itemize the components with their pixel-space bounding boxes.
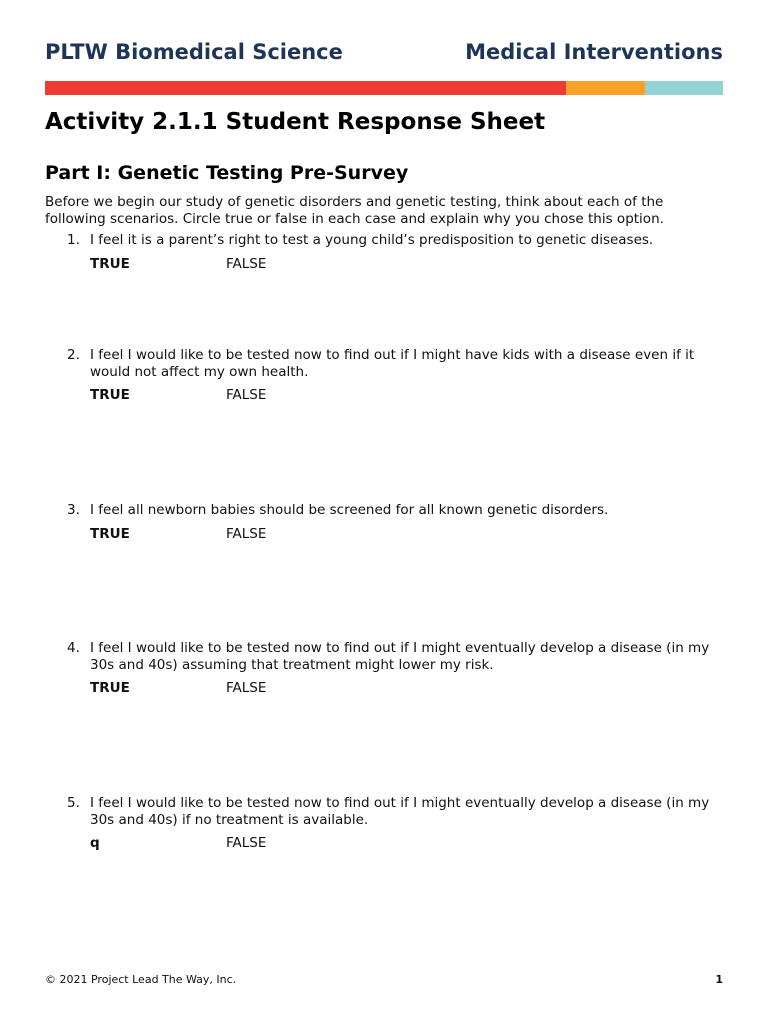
option-true[interactable]: TRUE [90, 526, 130, 542]
option-true[interactable]: TRUE [90, 256, 130, 272]
question-text: I feel it is a parent’s right to test a young child’s predisposition to genetic diseases. [90, 232, 654, 248]
header-course-name: Medical Interventions [465, 40, 723, 64]
color-bar-red-segment [45, 81, 566, 95]
question-number: 3. [67, 502, 80, 518]
color-bar-orange-segment [566, 81, 645, 95]
header-program-name: PLTW Biomedical Science [45, 40, 343, 64]
option-true[interactable]: TRUE [90, 387, 130, 403]
header-color-bar [45, 81, 723, 95]
option-false[interactable]: FALSE [226, 680, 267, 696]
part-title: Part I: Genetic Testing Pre-Survey [45, 162, 409, 184]
option-false[interactable]: FALSE [226, 256, 267, 272]
option-false[interactable]: FALSE [226, 526, 267, 542]
document-title: Activity 2.1.1 Student Response Sheet [45, 109, 546, 135]
question-number: 2. [67, 347, 80, 363]
option-false[interactable]: FALSE [226, 835, 267, 851]
footer-page-number: 1 [715, 973, 723, 986]
option-true[interactable]: q [90, 835, 100, 851]
question-number: 4. [67, 640, 80, 656]
question-number: 1. [67, 232, 80, 248]
question-text: I feel I would like to be tested now to find out if I might eventually develop a disease (in my 30s and 40s) assuming that treatment might lower my risk. [90, 640, 710, 673]
intro-paragraph: Before we begin our study of genetic disorders and genetic testing, think about each of the following scenarios. Circle true or false in each case and explain why you chose this option. [45, 194, 664, 227]
footer-copyright: © 2021 Project Lead The Way, Inc. [45, 973, 237, 986]
question-text: I feel all newborn babies should be screened for all known genetic disorders. [90, 502, 609, 518]
option-false[interactable]: FALSE [226, 387, 267, 403]
page-header [45, 40, 723, 70]
color-bar-teal-segment [645, 81, 723, 95]
option-true[interactable]: TRUE [90, 680, 130, 696]
question-text: I feel I would like to be tested now to find out if I might have kids with a disease even if it would not affect my own health. [90, 347, 695, 380]
question-number: 5. [67, 795, 80, 811]
question-text: I feel I would like to be tested now to find out if I might eventually develop a disease (in my 30s and 40s) if no treatment is available. [90, 795, 710, 828]
